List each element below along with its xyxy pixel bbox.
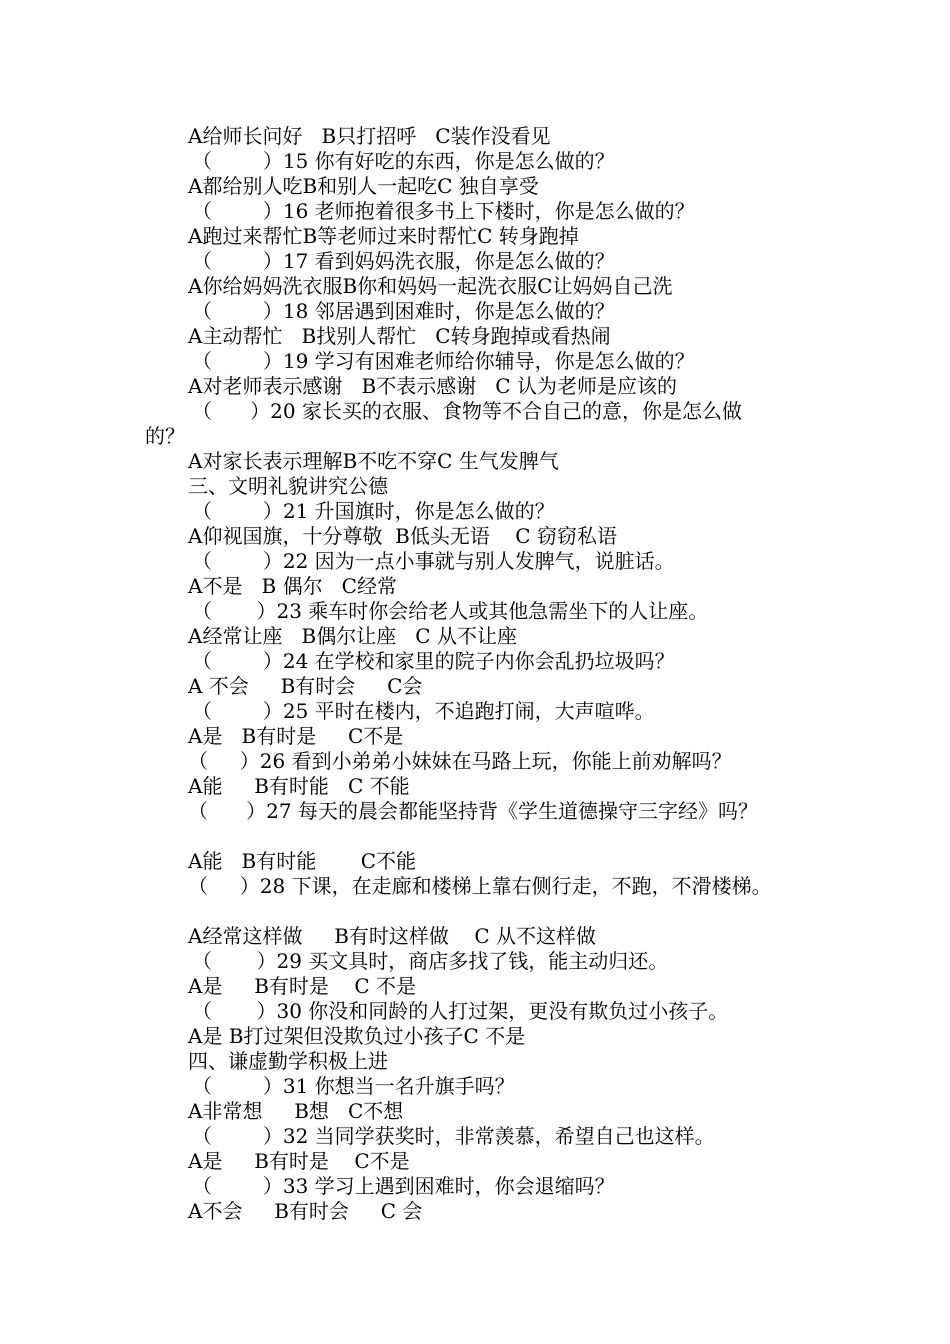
question-19: （ ）19 学习有困难老师给你辅导，你是怎么做的？	[192, 349, 695, 373]
answer-options-26: A能 B有时能 C 不能	[188, 774, 410, 798]
section-heading-4: 四、谦虚勤学积极上进	[188, 1049, 388, 1073]
answer-options-29: A是 B有时是 C 不是	[188, 974, 417, 998]
answer-options-15: A都给别人吃B和别人一起吃C 独自享受	[188, 174, 539, 198]
answer-options-22: A不是 B 偶尔 C经常	[188, 574, 397, 598]
question-26: （ ）26 看到小弟弟小妹妹在马路上玩，你能上前劝解吗？	[188, 749, 732, 773]
question-17: （ ）17 看到妈妈洗衣服，你是怎么做的？	[192, 249, 615, 273]
question-23: （ ）23 乘车时你会给老人或其他急需坐下的人让座。	[192, 599, 709, 623]
answer-options-28: A经常这样做 B有时这样做 C 从不这样做	[188, 924, 597, 948]
question-16: （ ）16 老师抱着很多书上下楼时，你是怎么做的？	[192, 199, 695, 223]
question-25: （ ）25 平时在楼内，不追跑打闹，大声喧哗。	[192, 699, 655, 723]
question-21: （ ）21 升国旗时，你是怎么做的？	[192, 499, 555, 523]
answer-options-17: A你给妈妈洗衣服B你和妈妈一起洗衣服C让妈妈自己洗	[188, 274, 673, 298]
answer-options-33: A不会 B有时会 C 会	[188, 1199, 423, 1223]
question-29: （ ）29 买文具时，商店多找了钱，能主动归还。	[192, 949, 669, 973]
answer-options-21: A仰视国旗，十分尊敬 B低头无语 C 窃窃私语	[188, 524, 617, 548]
question-22: （ ）22 因为一点小事就与别人发脾气，说脏话。	[192, 549, 675, 573]
answer-options-14: A给师长问好 B只打招呼 C装作没看见	[188, 124, 551, 148]
answer-options-18: A主动帮忙 B找别人帮忙 C转身跑掉或看热闹	[188, 324, 611, 348]
answer-options-19: A对老师表示感谢 B不表示感谢 C 认为老师是应该的	[188, 374, 677, 398]
answer-options-32: A是 B有时是 C不是	[188, 1149, 410, 1173]
answer-options-30: A是 B打过架但没欺负过小孩子C 不是	[188, 1024, 526, 1048]
answer-options-16: A跑过来帮忙B等老师过来时帮忙C 转身跑掉	[188, 224, 579, 248]
answer-options-24: A 不会 B有时会 C会	[188, 674, 423, 698]
answer-options-25: A是 B有时是 C不是	[188, 724, 404, 748]
question-28: （ ）28 下课，在走廊和楼梯上靠右侧行走，不跑，不滑楼梯。	[188, 874, 772, 898]
question-32: （ ）32 当同学获奖时，非常羡慕，希望自己也这样。	[192, 1124, 715, 1148]
question-31: （ ）31 你想当一名升旗手吗？	[192, 1074, 515, 1098]
question-20-continued: 的？	[145, 424, 185, 448]
answer-options-31: A非常想 B想 C不想	[188, 1099, 404, 1123]
section-heading-3: 三、文明礼貌讲究公德	[188, 474, 388, 498]
answer-options-20: A对家长表示理解B不吃不穿C 生气发脾气	[188, 449, 559, 473]
question-30: （ ）30 你没和同龄的人打过架，更没有欺负过小孩子。	[192, 999, 729, 1023]
answer-options-23: A经常让座 B偶尔让座 C 从不让座	[188, 624, 517, 648]
question-33: （ ）33 学习上遇到困难时，你会退缩吗？	[192, 1174, 615, 1198]
question-18: （ ）18 邻居遇到困难时，你是怎么做的？	[192, 299, 615, 323]
question-15: （ ）15 你有好吃的东西，你是怎么做的？	[192, 149, 615, 173]
question-24: （ ）24 在学校和家里的院子内你会乱扔垃圾吗？	[192, 649, 675, 673]
answer-options-27: A能 B有时能 C不能	[188, 849, 417, 873]
question-27: （ ）27 每天的晨会都能坚持背《学生道德操守三字经》吗？	[188, 799, 758, 823]
question-20: （ ）20 家长买的衣服、食物等不合自己的意，你是怎么做	[192, 399, 742, 423]
